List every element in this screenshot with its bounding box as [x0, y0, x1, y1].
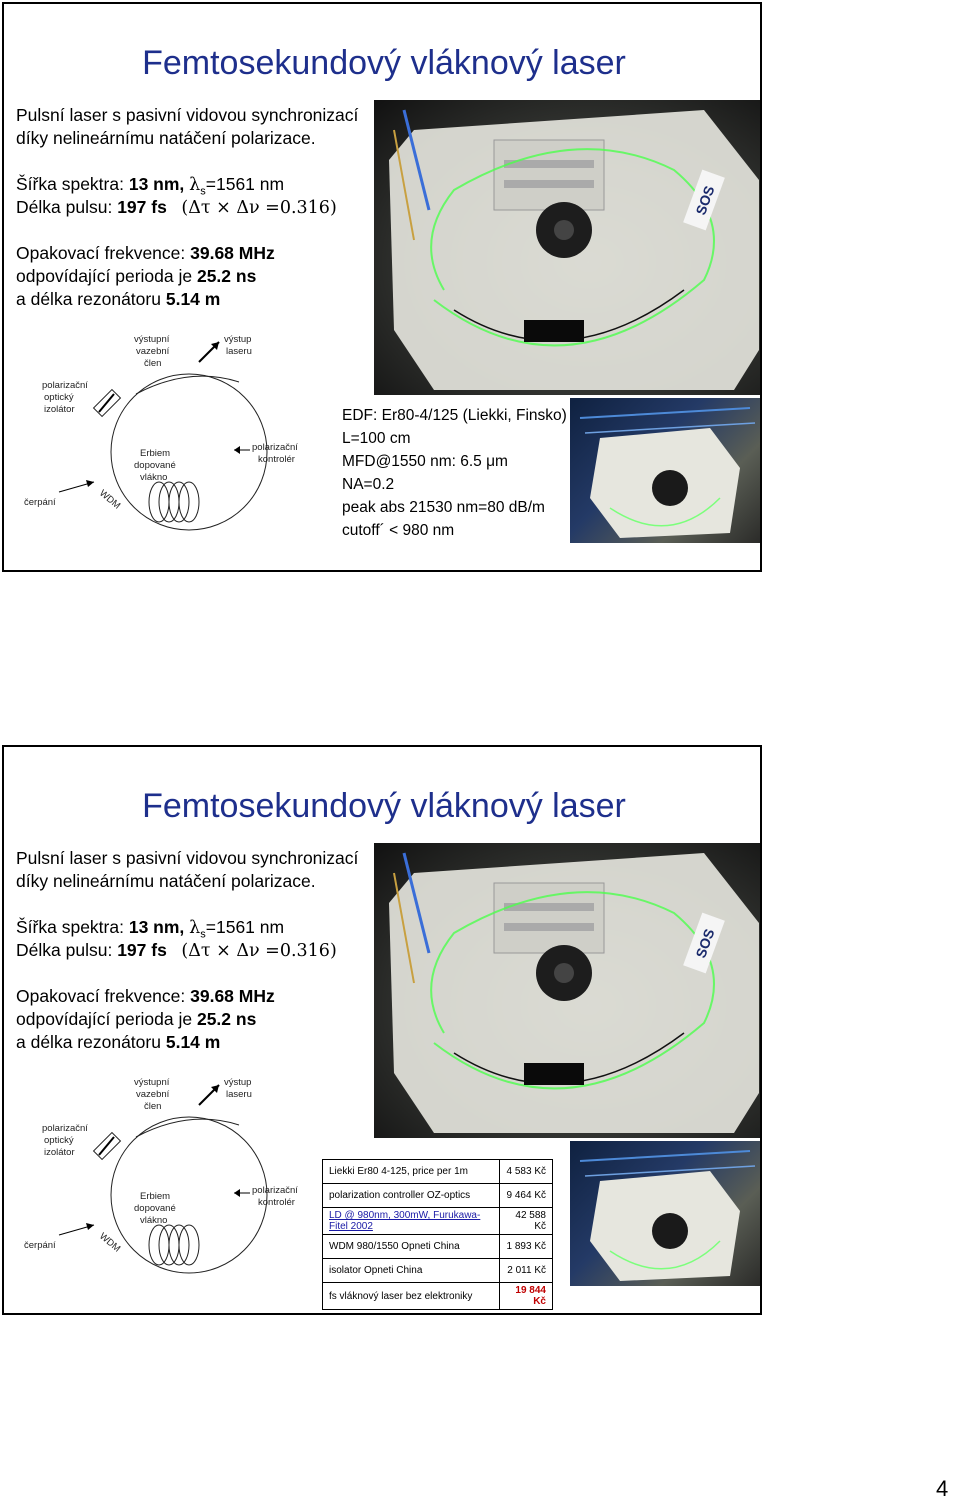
- slide-body-text: [16, 847, 358, 1054]
- item-cell: polarization controller OZ-optics: [323, 1184, 500, 1208]
- laser-schematic: [14, 1065, 374, 1285]
- repetition-rate: Opakovací frekvence: 39.68 MHz: [16, 986, 275, 1006]
- svg-text:izolátor: izolátor: [44, 1147, 75, 1158]
- edf-spec-line: L=100 cm: [342, 430, 411, 447]
- total-price-cell: 19 844 Kč: [500, 1283, 553, 1310]
- isolator-label: polarizační: [42, 380, 88, 391]
- pump-label: čerpání: [24, 1240, 56, 1251]
- resonator-length: a délka rezonátoru 5.14 m: [16, 289, 221, 309]
- wdm-label: WDM: [97, 1230, 123, 1255]
- item-cell: Liekki Er80 4-125, price per 1m: [323, 1160, 500, 1184]
- edf-spec-line: cutoff´ < 980 nm: [342, 522, 455, 539]
- laser-output-label: výstup: [224, 1077, 252, 1088]
- svg-text:optický: optický: [44, 1135, 74, 1146]
- edf-specs: [342, 404, 567, 542]
- svg-text:kontrolér: kontrolér: [258, 1197, 295, 1208]
- edf-spec-line: EDF: Er80-4/125 (Liekki, Finsko): [342, 407, 567, 424]
- price-cell: 4 583 Kč: [500, 1160, 553, 1184]
- table-row-total: [323, 1283, 553, 1310]
- setup-photo: [570, 1141, 762, 1286]
- slide-2: [2, 745, 762, 1315]
- svg-text:vlákno: vlákno: [140, 1215, 168, 1226]
- table-row: [323, 1184, 553, 1208]
- table-row: [323, 1160, 553, 1184]
- svg-text:laseru: laseru: [226, 346, 252, 357]
- pulse-length: Délka pulsu: 197 fs (Δτ × Δν =0.316): [16, 940, 337, 961]
- wdm-label: WDM: [97, 487, 123, 512]
- item-link-cell[interactable]: LD @ 980nm, 300mW, Furukawa-Fitel 2002: [323, 1208, 500, 1235]
- intro-line: díky nelineárnímu natáčení polarizace.: [16, 128, 316, 148]
- svg-text:vlákno: vlákno: [140, 472, 168, 483]
- svg-text:vazební: vazební: [136, 346, 170, 357]
- period: odpovídající perioda je 25.2 ns: [16, 266, 257, 286]
- polarization-controller-label: polarizační: [252, 1185, 298, 1196]
- edf-spec-line: peak abs 21530 nm=80 dB/m: [342, 499, 545, 516]
- erbium-fiber-label: Erbiem: [140, 1191, 171, 1202]
- svg-text:dopované: dopované: [134, 460, 176, 471]
- price-table: [322, 1159, 553, 1310]
- laser-photo: [374, 843, 762, 1138]
- laser-output-label: výstup: [224, 334, 252, 345]
- svg-text:izolátor: izolátor: [44, 404, 75, 415]
- item-cell: WDM 980/1550 Opneti China: [323, 1235, 500, 1259]
- repetition-rate: Opakovací frekvence: 39.68 MHz: [16, 243, 275, 263]
- svg-text:vazební: vazební: [136, 1089, 170, 1100]
- item-cell: isolator Opneti China: [323, 1259, 500, 1283]
- svg-text:člen: člen: [144, 358, 162, 369]
- laser-photo: [374, 100, 762, 395]
- price-cell: 42 588 Kč: [500, 1208, 553, 1235]
- photo-label: SOS: [692, 926, 718, 960]
- svg-text:člen: člen: [144, 1101, 162, 1112]
- svg-text:dopované: dopované: [134, 1203, 176, 1214]
- slide-title: Femtosekundový vláknový laser: [142, 44, 626, 82]
- table-row: [323, 1235, 553, 1259]
- spectrum-width: Šířka spektra: 13 nm, $\lambda_s=1561$ nm: [16, 174, 285, 198]
- item-cell: fs vláknový laser bez elektroniky: [323, 1283, 500, 1310]
- spectrum-width: Šířka spektra: 13 nm, $\lambda_s=1561$ nm: [16, 917, 285, 941]
- photo-label: SOS: [692, 183, 718, 217]
- output-coupler-label: výstupní: [134, 1077, 170, 1088]
- price-cell: 1 893 Kč: [500, 1235, 553, 1259]
- intro-line: Pulsní laser s pasivní vidovou synchronizací: [16, 105, 359, 125]
- slide-1: [2, 2, 762, 572]
- output-coupler-label: výstupní: [134, 334, 170, 345]
- erbium-fiber-label: Erbiem: [140, 448, 171, 459]
- intro-line: Pulsní laser s pasivní vidovou synchronizací: [16, 848, 359, 868]
- period: odpovídající perioda je 25.2 ns: [16, 1009, 257, 1029]
- table-row: [323, 1259, 553, 1283]
- setup-photo: [570, 398, 762, 543]
- isolator-label: polarizační: [42, 1123, 88, 1134]
- slide-title: Femtosekundový vláknový laser: [142, 787, 626, 825]
- svg-text:laseru: laseru: [226, 1089, 252, 1100]
- svg-text:kontrolér: kontrolér: [258, 454, 295, 465]
- resonator-length: a délka rezonátoru 5.14 m: [16, 1032, 221, 1052]
- polarization-controller-label: polarizační: [252, 442, 298, 453]
- price-cell: 9 464 Kč: [500, 1184, 553, 1208]
- edf-spec-line: NA=0.2: [342, 476, 395, 493]
- pulse-length: Délka pulsu: 197 fs (Δτ × Δν =0.316): [16, 197, 337, 218]
- table-row: [323, 1208, 553, 1235]
- page-number: 4: [936, 1476, 949, 1501]
- laser-schematic: [14, 322, 374, 542]
- edf-spec-line: MFD@1550 nm: 6.5 μm: [342, 453, 508, 470]
- svg-text:optický: optický: [44, 392, 74, 403]
- slide-body-text: [16, 104, 358, 311]
- intro-line: díky nelineárnímu natáčení polarizace.: [16, 871, 316, 891]
- price-cell: 2 011 Kč: [500, 1259, 553, 1283]
- pump-label: čerpání: [24, 497, 56, 508]
